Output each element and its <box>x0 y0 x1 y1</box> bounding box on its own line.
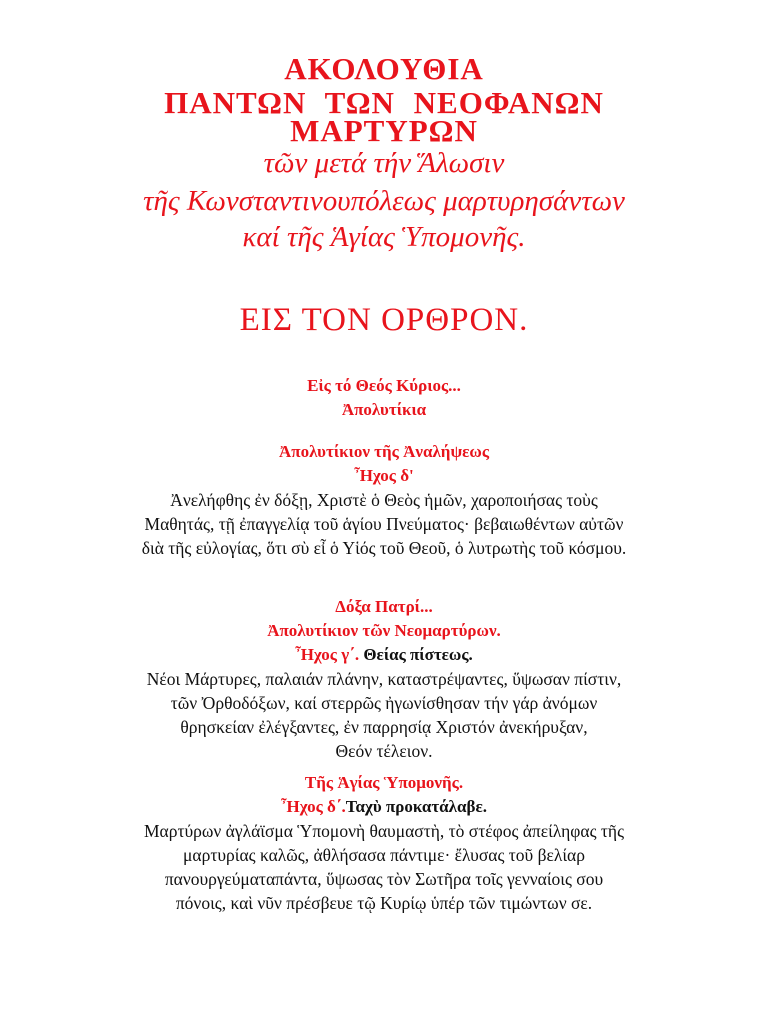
title-line-3: ΜΑΡΤΥΡΩΝ <box>290 113 478 148</box>
intro-line-1: Εἰς τό Θεός Κύριος... <box>307 376 461 395</box>
neomartyrs-tone: Ἦχος γ΄. <box>295 645 360 664</box>
intro-block <box>60 374 708 422</box>
ascension-block <box>60 440 708 560</box>
hypomone-text-line: πόνοις, καὶ νῦν πρέσβευε τῷ Κυρίῳ ὑπέρ τῶν τιμώντων σε. <box>175 893 593 913</box>
neomartyrs-tone-line <box>60 643 708 667</box>
ascension-heading: Ἀπολυτίκιον τῆς Ἀναλήψεως <box>278 442 490 461</box>
intro-line-2: Ἀπολυτίκια <box>341 400 427 419</box>
neomartyrs-text-line: Θεόν τέλειον. <box>335 741 433 761</box>
neomartyrs-text-line: τῶν Ὀρθοδόξων, καί στερρῶς ἠγωνίσθησαν τήν γάρ ἀνόμων <box>170 693 598 713</box>
neomartyrs-heading-2: Ἀπολυτίκιον τῶν Νεομαρτύρων. <box>267 621 501 640</box>
subtitle-line-3: καί τῆς Ἁγίας Ὑπομονῆς. <box>242 221 526 253</box>
hypomone-heading: Τῆς Ἁγίας Ὑπομονῆς. <box>304 773 464 792</box>
ascension-tone: Ἦχος δ' <box>354 466 414 485</box>
subtitle-line-2: τῆς Κωνσταντινουπόλεως μαρτυρησάντων <box>143 185 625 217</box>
hypomone-text-line: μαρτυρίας καλῶς, ἀθλήσασα πάντιμε· ἔλυσας τοῦ βελίαρ <box>183 845 585 865</box>
hypomone-tone: Ἦχος δ΄. <box>281 797 346 816</box>
ascension-text-line: διὰ τῆς εὐλογίας, ὅτι σὺ εἶ ὁ Υἱός τοῦ Θεοῦ, ὁ λυτρωτὴς τοῦ κόσμου. <box>141 538 627 558</box>
neomartyrs-text-line: θρησκείαν ἐλέγξαντες, ἐν παρρησίᾳ Χριστόν ἀνεκήρυξαν, <box>180 717 588 737</box>
title-line-2: ΠΑΝΤΩΝ ΤΩΝ ΝΕΟΦΑΝΩΝ <box>164 85 604 120</box>
subtitle-line-1: τῶν μετά τήν Ἅλωσιν <box>263 147 505 179</box>
title-line-1: ΑΚΟΛΟΥΘΙΑ <box>284 51 484 86</box>
hypomone-block <box>60 771 708 915</box>
section-title: ΕΙΣ ΤΟΝ ΟΡΘΡΟΝ. <box>239 302 529 338</box>
hypomone-tone-melody: Ταχὺ προκατάλαβε. <box>345 797 487 816</box>
neomartyrs-heading-1: Δόξα Πατρί... <box>335 597 433 616</box>
hypomone-text-line: Μαρτύρων ἀγλάϊσμα Ὑπομονὴ θαυμαστὴ, τὸ στέφος ἀπείληφας τῆς <box>143 821 624 841</box>
ascension-text-line: Ἀνελήφθης ἐν δόξῃ, Χριστὲ ὁ Θεὸς ἡμῶν, χαροποιήσας τοὺς <box>170 490 598 510</box>
neomartyrs-block <box>60 595 708 763</box>
hypomone-text-line: πανουργεύματαπάντα, ὕψωσας τὸν Σωτῆρα τοῖς γενναίοις σου <box>164 869 604 889</box>
neomartyrs-tone-melody: Θείας πίστεως. <box>363 645 473 664</box>
hypomone-tone-line <box>60 795 708 819</box>
neomartyrs-text-line: Νέοι Μάρτυρες, παλαιάν πλάνην, καταστρέψαντες, ὕψωσαν πίστιν, <box>146 669 622 689</box>
ascension-text-line: Μαθητάς, τῇ ἐπαγγελίᾳ τοῦ ἁγίου Πνεύματος· βεβαιωθέντων αὐτῶν <box>144 514 624 534</box>
